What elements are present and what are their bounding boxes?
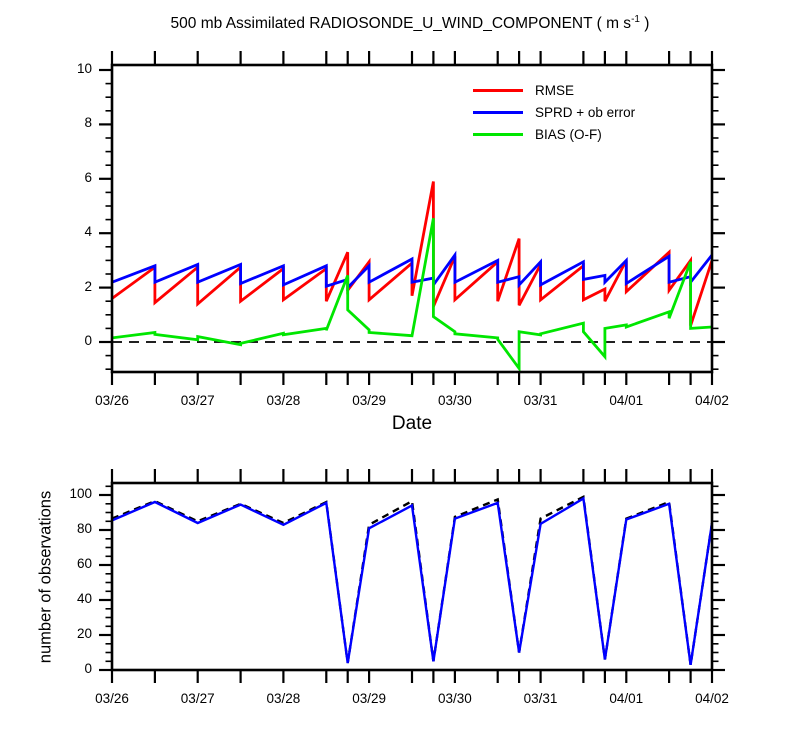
x-tick-label: 03/31 [523,691,558,706]
chart-title-superscript: -1 [631,14,640,25]
legend-line-bias-icon [473,133,523,136]
y-tick-label: 10 [76,61,92,76]
x-tick-label: 03/31 [523,393,558,408]
series-group [112,497,712,665]
y-tick-label: 2 [84,278,92,294]
y-tick-label: 20 [76,626,92,641]
legend-label-bias: BIAS (O-F) [535,126,602,142]
legend-item-bias [473,123,635,145]
x-tick-label: 03/28 [266,393,301,408]
series-line-rmse [112,182,712,326]
y-tick-label: 4 [84,224,92,240]
chart-title-units-close: ) [639,15,650,33]
legend-label-sprd: SPRD + ob error [535,104,636,120]
x-tick-label: 04/01 [609,393,644,408]
x-tick-label: 03/30 [437,393,472,408]
x-tick-label: 03/29 [352,393,387,408]
y-tick-label: 80 [76,521,92,536]
y-tick-label: 0 [84,661,92,676]
x-tick-label: 03/26 [95,393,129,408]
series-group [112,182,712,369]
legend-line-sprd-icon [473,111,523,114]
x-tick-label: 03/30 [437,691,472,706]
x-tick-label: 03/27 [180,691,215,706]
y-axis-title-obs: number of observations [36,490,55,664]
legend [473,79,635,145]
y-tick-label: 40 [76,591,92,606]
series-line-assimilated-observations [112,499,712,665]
x-tick-label: 04/01 [609,691,644,706]
chart-title-text: 500 mb Assimilated RADIOSONDE_U_WIND_COMPONENT ( m s [170,15,632,33]
legend-item-rmse [473,79,635,101]
x-tick-label: 03/27 [180,393,215,408]
y-tick-label: 8 [84,115,92,131]
y-tick-label: 0 [84,333,92,348]
x-axis-title: Date [391,413,433,434]
x-tick-label: 03/26 [95,691,129,706]
legend-label-rmse: RMSE [535,82,575,98]
y-tick-label: 6 [84,169,92,185]
chart-title [100,14,720,33]
legend-line-rmse-icon [473,89,523,92]
y-tick-label: 60 [76,556,92,571]
x-tick-label: 03/28 [266,691,301,706]
y-tick-label: 100 [69,486,92,501]
x-tick-label: 04/02 [695,393,729,408]
x-tick-label: 04/02 [695,691,729,706]
x-tick-label: 03/29 [352,691,387,706]
legend-item-sprd [473,101,635,123]
